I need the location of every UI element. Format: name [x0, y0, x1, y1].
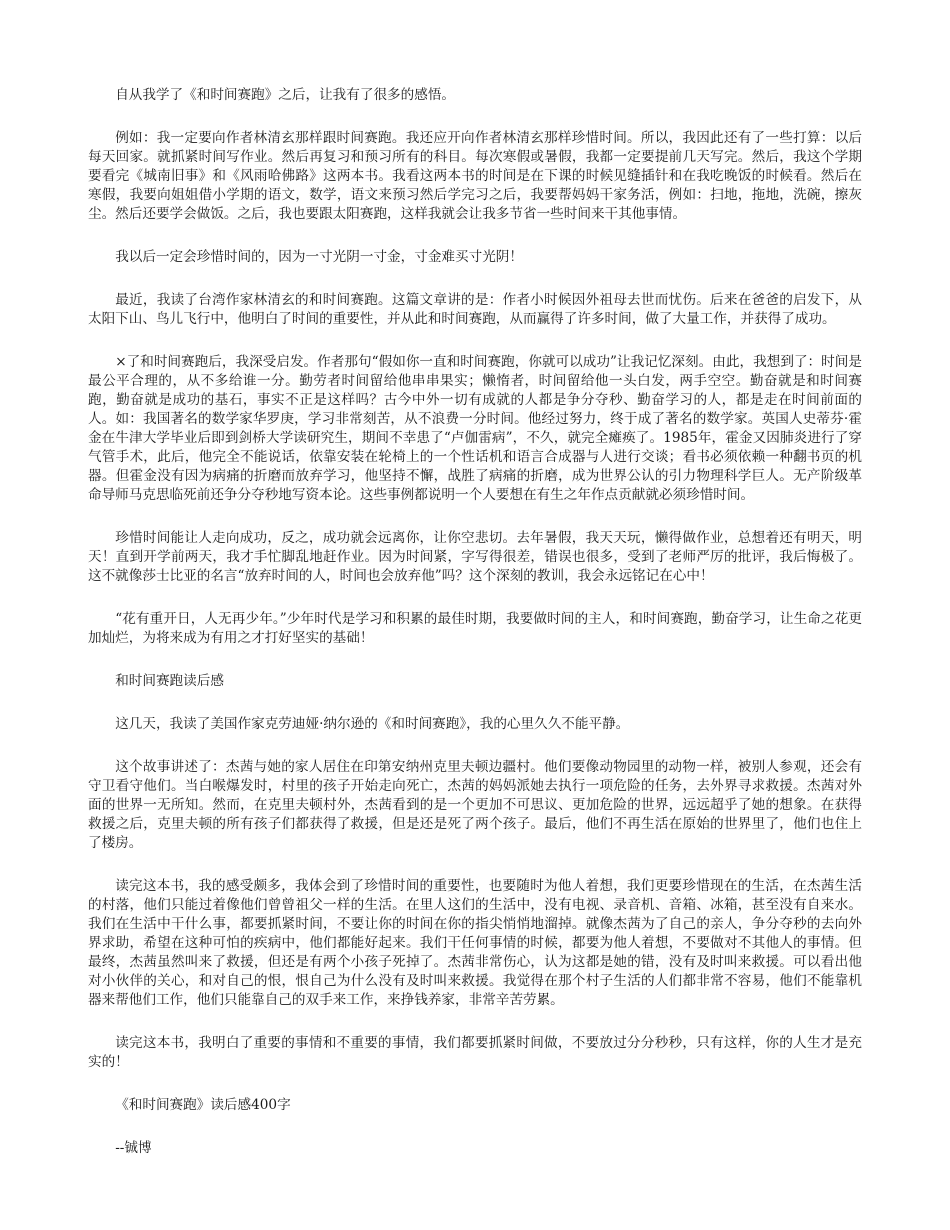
- paragraph: “花有重开日，人无再少年。”少年时代是学习和积累的最佳时期，我要做时间的主人，和时间赛跑，勤奋学习，让生命之花更加灿烂，为将来成为有用之才打好坚实的基础！: [88, 611, 862, 646]
- author-signature: --铖博: [115, 1140, 152, 1156]
- paragraph: 这个故事讲述了：杰茜与她的家人居住在印第安纳州克里夫顿边疆村。他们要像动物园里的动物一样，被别人参观，还会有守卫看守他们。当白喉爆发时，村里的孩子开始走向死亡，杰茜的妈妈派她去执行一项危险的任务，去外界寻求救援。杰茜对外面的世界一无所知。然而，在克里夫顿村外，杰茜看到的是一个更加不可思议、更加危险的世界，远远超乎了她的想象。在获得救援之后，克里夫顿的所有孩子们都获得了救援，但是还是死了两个孩子。最后，他们不再生活在原始的世界里了，他们也住上了楼房。: [88, 759, 862, 851]
- paragraph: 读完这本书，我明白了重要的事情和不重要的事情，我们都要抓紧时间做，不要放过分分秒秒，只有这样，你的人生才是充实的！: [88, 1035, 862, 1070]
- paragraph: 自从我学了《和时间赛跑》之后，让我有了很多的感悟。: [115, 87, 456, 103]
- article-title: 《和时间赛跑》读后感400字: [115, 1097, 291, 1113]
- paragraph: 这几天，我读了美国作家克劳迪娅·纳尔逊的《和时间赛跑》，我的心里久久不能平静。: [115, 716, 630, 732]
- paragraph: ×了和时间赛跑后，我深受启发。作者那句“假如你一直和时间赛跑，你就可以成功”让我记忆深刻。由此，我想到了：时间是最公平合理的，从不多给谁一分。勤劳者时间留给他串串果实；懒惰者，时间留给他一头白发，两手空空。勤奋就是和时间赛跑，勤奋就是成功的基石，事实不正是这样吗？古今中外一切有成就的人都是争分夺秒、勤奋学习的人，都是走在时间前面的人。如：我国著名的数学家华罗庚，学习非常刻苦，从不浪费一分时间。他经过努力，终于成了著名的数学家。英国人史蒂芬·霍金在牛津大学毕业后即到剑桥大学读研究生，期间不幸患了“卢伽雷病”，不久，就完全瘫痪了。1985年，霍金又因肺炎进行了穿气管手术，此后，他完全不能说话，依靠安装在轮椅上的一个性话机和语言合成器与人进行交谈；看书必须依赖一种翻书页的机器。但霍金没有因为病痛的折磨而放弃学习，他坚持不懈，战胜了病痛的折磨，成为世界公认的引力物理科学巨人。无产阶级革命导师马克思临死前还争分夺秒地写资本论。这些事例都说明一个人要想在有生之年作点贡献就必须珍惜时间。: [88, 354, 862, 503]
- paragraph: 读完这本书，我的感受颇多，我体会到了珍惜时间的重要性，也要随时为他人着想，我们更要珍惜现在的生活，在杰茜生活的村落，他们只能过着像他们曾曾祖父一样的生活。在里人这们的生活中，没有电视、录音机、音箱、冰箱，甚至没有自来水。我们在生活中干什么事，都要抓紧时间，不要让你的时间在你的指尖悄悄地溜掉。就像杰茜为了自己的亲人，争分夺秒的去向外界求助，希望在这种可怕的疾病中，他们都能好起来。我们干任何事情的时候，都要为他人着想，不要做对不其他人的事情。但最终，杰茜虽然叫来了救援，但还是有两个小孩子死掉了。杰茜非常伤心，认为这都是她的错，没有及时叫来救援。可以看出他对小伙伴的关心，和对自己的恨，恨自己为什么没有及时叫来救援。我觉得在那个村子生活的人们都非常不容易，他们不能靠机器来帮他们工作，他们只能靠自己的双手来工作，来挣钱养家，非常辛苦劳累。: [88, 878, 862, 1008]
- paragraph: 最近，我读了台湾作家林清玄的和时间赛跑。这篇文章讲的是：作者小时候因外祖母去世而忧伤。后来在爸爸的启发下，从太阳下山、鸟儿飞行中，他明白了时间的重要性，并从此和时间赛跑，从而赢得了许多时间，做了大量工作，并获得了成功。: [88, 292, 862, 327]
- paragraph: 例如：我一定要向作者林清玄那样跟时间赛跑。我还应开向作者林清玄那样珍惜时间。所以，我因此还有了一些打算：以后每天回家。就抓紧时间写作业。然后再复习和预习所有的科目。每次寒假或暑假，我都一定要提前几天写完。然后，我这个学期要看完《城南旧事》和《风雨哈佛路》这两本书。我看这两本书的时间是在下课的时候见缝插针和在我吃晚饭的时候看。然后在寒假，我要向姐姐借小学期的语文，数学，语文来预习然后学完习之后，我要帮妈妈干家务活，例如：扫地，拖地，洗碗，擦灰尘。然后还要学会做饭。之后，我也要跟太阳赛跑，这样我就会让我多节省一些时间来干其他事情。: [88, 130, 862, 222]
- section-heading: 和时间赛跑读后感: [115, 673, 224, 689]
- paragraph: 我以后一定会珍惜时间的，因为一寸光阴一寸金，寸金难买寸光阴！: [115, 249, 523, 265]
- paragraph: 珍惜时间能让人走向成功，反之，成功就会远离你，让你空悲切。去年暑假，我天天玩，懒得做作业，总想着还有明天，明天！直到开学前两天，我才手忙脚乱地赶作业。因为时间紧，字写得很差，错误也很多，受到了老师严厉的批评，我后悔极了。这不就像莎士比亚的名言“放弃时间的人，时间也会放弃他”吗？这个深刻的教训，我会永远铭记在心中！: [88, 530, 862, 584]
